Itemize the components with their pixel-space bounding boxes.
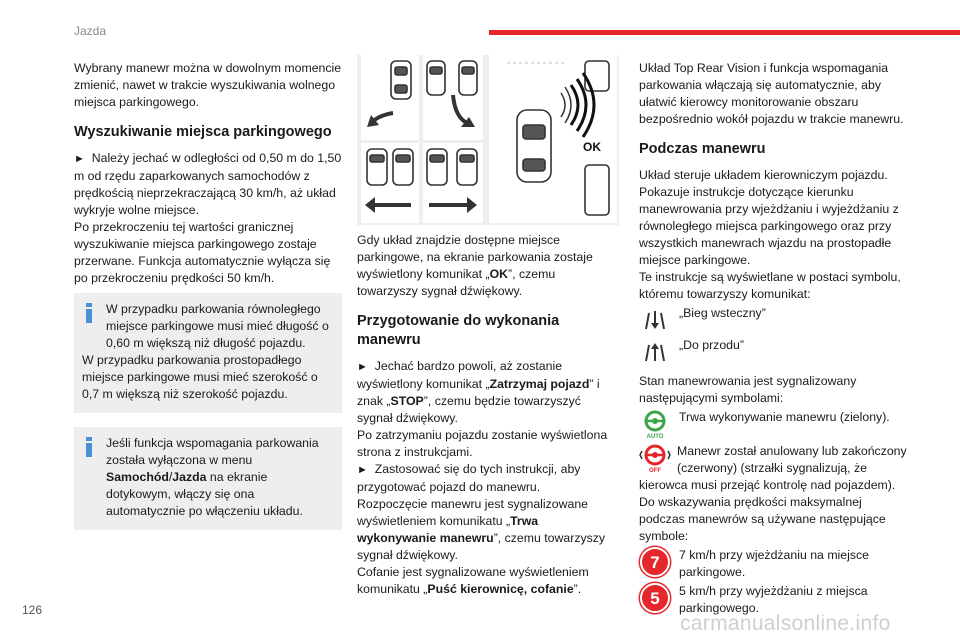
- during-paragraph-2: Te instrukcje są wyświetlane w postaci symbolu, któremu towarzyszy komunikat:: [639, 270, 901, 301]
- prepare-paragraph-5: Cofanie jest sygnalizowane wyświetleniem komunikatu „Puść kierownicę, cofanie”.: [357, 565, 589, 596]
- prepare-paragraph-3: ► Zastosować się do tych instrukcji, aby przygotować pojazd do manewru.: [357, 462, 581, 494]
- intro-paragraph: Wybrany manewr można w dowolnym momencie zmienić, nawet w trakcie wyszukiwania wolnego miejsca parkingowego.: [74, 61, 342, 109]
- parking-illustration: [357, 55, 619, 225]
- page-number: 126: [22, 603, 43, 617]
- heading-during: Podczas manewru: [639, 141, 766, 157]
- speed-paragraph: Do wskazywania prędkości maksymalnej podczas manewrów są używane następujące symbole:: [639, 495, 886, 543]
- off-label: OFF: [649, 468, 661, 473]
- symbol-row-forward: [639, 337, 909, 367]
- speed-5-label: 5 km/h przy wyjeżdżaniu z miejsca parkingowego.: [679, 584, 868, 615]
- prepare-paragraph-4: Rozpoczęcie manewru jest sygnalizowane wyświetleniem komunikatu „Trwa wykonywanie manewru”, czemu towarzyszy sygnał dźwiękowy.: [357, 497, 606, 562]
- search-paragraph-2: Po przekroczeniu tej wartości granicznej wyszukiwanie miejsca parkingowego zostaje przerwane. Funkcja automatycznie wyłącza się po przekroczeniu prędkości 50 km/h.: [74, 220, 331, 285]
- symbol-row-active: [639, 409, 909, 439]
- parking-diagram: [357, 55, 619, 225]
- info-icon: [86, 303, 92, 323]
- found-space-paragraph: Gdy układ znajdzie dostępne miejsce parkingowe, na ekranie parkowania zostaje wyświetlony komunikat „OK”, czemu towarzyszy sygnał dźwiękowy.: [357, 233, 593, 298]
- speed-7-label: 7 km/h przy wjeżdżaniu na miejsce parkingowe.: [679, 548, 869, 579]
- auto-label: AUTO: [646, 434, 664, 439]
- during-paragraph-1: Układ steruje układem kierowniczym pojazdu. Pokazuje instrukcje dotyczące kierunku manewrowania przy wjeżdżaniu i wyjeżdżaniu z równoległego miejsca parkingowego oraz przy wszystkich manewrach wjazdu na prostopadłe miejsce parkingowe.: [639, 168, 899, 267]
- header-accent-bar: [489, 30, 960, 35]
- heading-search: Wyszukiwanie miejsca parkingowego: [74, 124, 332, 140]
- watermark: carmanualsonline.info: [680, 612, 891, 635]
- column-right: [639, 60, 909, 617]
- symbol-active-label: Trwa wykonywanie manewru (zielony).: [679, 410, 890, 424]
- symbol-reverse-label: „Bieg wsteczny”: [679, 306, 766, 320]
- symbol-row-speed-7: [639, 547, 909, 581]
- speed-7-badge: 7: [640, 547, 670, 577]
- heading-prepare: Przygotowanie do wykonania manewru: [357, 313, 560, 348]
- bullet-arrow: ►: [74, 153, 85, 165]
- status-paragraph: Stan manewrowania jest sygnalizowany następującymi symbolami:: [639, 374, 857, 405]
- column-middle: [357, 232, 619, 598]
- steering-auto-icon: [639, 409, 671, 439]
- note-box-settings: [74, 427, 342, 530]
- note-settings-text: Jeśli funkcja wspomagania parkowania została wyłączona w menu Samochód/Jazda na ekranie dotykowym, włączy się ona automatycznie po włączeniu układu.: [106, 436, 319, 518]
- symbol-forward-label: „Do przodu”: [679, 338, 744, 352]
- prepare-paragraph-1: ► Jechać bardzo powoli, aż zostanie wyświetlony komunikat „Zatrzymaj pojazd” i znak „STOP”, czemu będzie towarzyszyć sygnał dźwiękowy.: [357, 359, 600, 425]
- symbol-cancel-label: Manewr został anulowany lub zakończony (czerwony) (strzałki sygnalizują, że kierowca musi przejąć kontrolę nad pojazdem).: [639, 444, 907, 492]
- info-icon: [86, 437, 92, 457]
- symbol-row-reverse: [639, 305, 909, 335]
- bullet-arrow: ►: [357, 464, 368, 476]
- symbol-row-cancel: [639, 443, 909, 494]
- forward-arrow-icon: [639, 337, 671, 367]
- column-left: [74, 60, 342, 530]
- reverse-arrow-icon: [639, 305, 671, 335]
- trv-intro-paragraph: Układ Top Rear Vision i funkcja wspomagania parkowania włączają się automatycznie, aby ułatwić kierowcy monitorowanie obszaru bezpośrednio wokół pojazdu w trakcie manewru.: [639, 61, 904, 126]
- note-perpendicular: W przypadku parkowania prostopadłego miejsce parkingowe musi mieć szerokość o 0,7 m większą niż szerokość pojazdu.: [82, 353, 318, 401]
- prepare-paragraph-2: Po zatrzymaniu pojazdu zostanie wyświetlona strona z instrukcjami.: [357, 428, 608, 459]
- steering-off-icon: [639, 443, 671, 473]
- search-paragraph-1: ► Należy jechać w odległości od 0,50 m do 1,50 m od rzędu zaparkowanych samochodów z prędkością nieprzekraczającą 30 km/h, aż układ wykryje wolne miejsce.: [74, 151, 342, 217]
- section-label: Jazda: [74, 24, 107, 38]
- note-parallel: W przypadku parkowania równoległego miejsce parkingowe musi mieć długość o 0,60 m większą niż długość pojazdu.: [106, 302, 329, 350]
- note-box-dimensions: [74, 293, 342, 413]
- bullet-arrow: ►: [357, 361, 368, 373]
- ok-label: OK: [583, 140, 601, 154]
- speed-5-badge: 5: [640, 583, 670, 613]
